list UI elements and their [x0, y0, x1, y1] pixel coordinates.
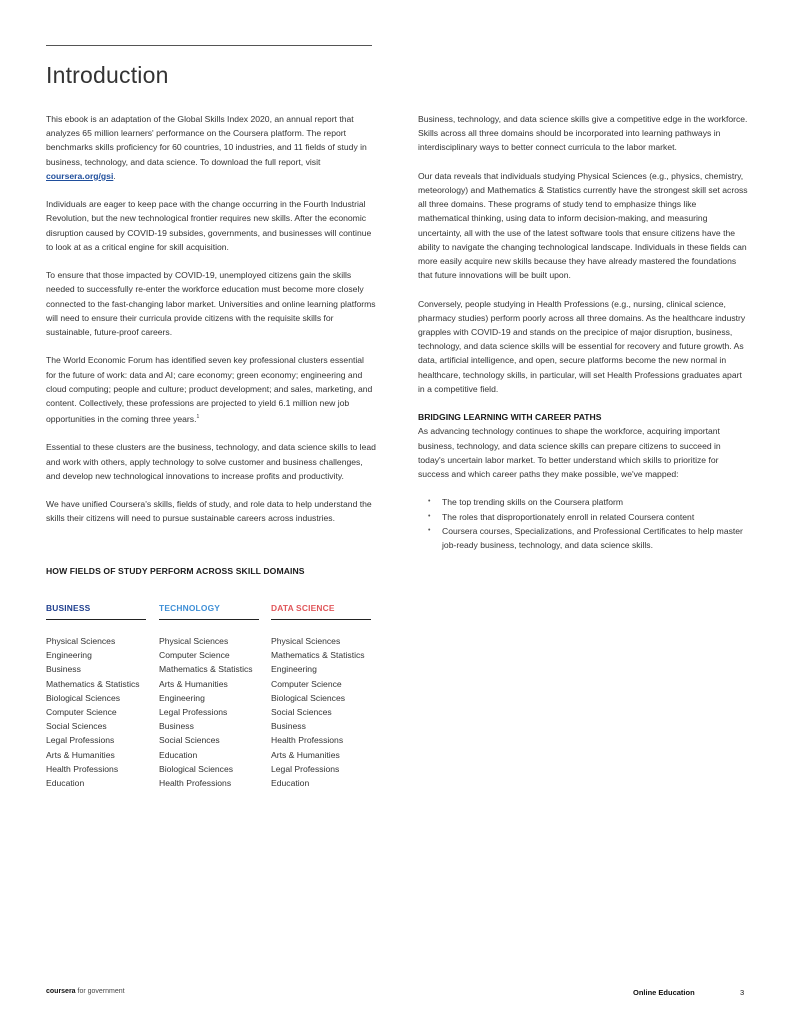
list-item: • Coursera courses, Specializations, and Professional Certificates to help master job-ready business, technology, and data science skills.	[428, 524, 748, 552]
intro-paragraph-4	[46, 353, 376, 426]
table-cell: Biological Sciences	[46, 692, 121, 703]
footer-section-title: Online Education	[633, 988, 695, 997]
data-science-list	[271, 634, 371, 790]
table-cell: Physical Sciences	[159, 636, 229, 646]
table-cell: Arts & Humanities	[46, 749, 115, 760]
table-cell: Social Sciences	[271, 707, 332, 718]
table-cell: Education	[271, 778, 310, 789]
intro-paragraph-2: Individuals are eager to keep pace with the change occurring in the Fourth Industrial Revolution, but the new technological frontier requires new skills. After the economic disruption caused by COVID-19 subsides, governments, and businesses will continue to look at as a critical engine for skill acquisition.	[46, 199, 372, 252]
table-cell: Physical Sciences	[271, 636, 341, 646]
table-cell: Legal Professions	[271, 763, 340, 774]
list-item: • The roles that disproportionately enroll in related Coursera content	[428, 510, 748, 524]
right-paragraph-1: Business, technology, and data science skills give a competitive edge in the workforce. Skills across all three domains should be incorporated into learning pathways in interdisciplinary ways to better connect curricula to the labor market.	[418, 114, 748, 153]
intro-paragraph-3: To ensure that those impacted by COVID-19, unemployed citizens gain the skills needed to successfully re-enter the workforce education must become more closely connected to the fast-changing labor market. Universities and online learning platforms will need to ensure their curricula provide citizens with the requisite skills for sustainable, future-proof careers.	[46, 270, 376, 338]
table-cell: Health Professions	[159, 778, 232, 789]
table-cell: Computer Science	[159, 650, 230, 661]
left-column	[46, 112, 376, 540]
table-cell: Arts & Humanities	[271, 749, 340, 760]
table-cell: Health Professions	[46, 763, 119, 774]
mapped-items-list	[418, 495, 748, 552]
business-list	[46, 634, 146, 790]
business-column	[46, 603, 146, 790]
table-cell: Computer Science	[271, 678, 342, 689]
right-paragraph-2: Our data reveals that individuals studying Physical Sciences (e.g., physics, chemistry, meteorology) and Mathematics & Statistics currently have the strongest skill set across all three domains. These programs of study tend to emphasize things like mathematical thinking, using data to inform decision-making, and measuring uncertainty, all with the use of the latest software tools that ensure citizens have the ability to navigate the changing technological landscape. Individuals in these fields can more easily acquire new skills because they have already mastered the foundations that future innovations will be built upon.	[418, 170, 748, 281]
right-column	[418, 112, 748, 552]
table-cell: Legal Professions	[159, 707, 228, 718]
table-cell: Physical Sciences	[46, 636, 116, 646]
business-header: BUSINESS	[46, 603, 146, 620]
technology-header: TECHNOLOGY	[159, 603, 259, 620]
table-cell: Social Sciences	[159, 735, 220, 746]
table-cell: Engineering	[159, 692, 205, 703]
fields-of-study-heading: HOW FIELDS OF STUDY PERFORM ACROSS SKILL DOMAINS	[46, 566, 305, 576]
career-paths-heading: BRIDGING LEARNING WITH CAREER PATHS	[418, 412, 602, 423]
coursera-logo: coursera	[46, 988, 76, 995]
table-cell: Biological Sciences	[271, 692, 346, 703]
footnote-marker: 1	[196, 414, 200, 421]
right-paragraph-4: As advancing technology continues to shape the workforce, acquiring important business, technology, and data science skills can prepare citizens to succeed in today's uncertain labor market. To better understand which skills to prioritize for success and which career paths they make possible, we've mapped:	[418, 426, 721, 480]
data-science-column	[271, 603, 371, 790]
table-cell: Business	[159, 721, 194, 732]
logo-suffix: for government	[77, 988, 125, 995]
right-paragraph-3: Conversely, people studying in Health Professions (e.g., nursing, clinical science, pharmacy studies) perform poorly across all three domains. As the healthcare industry grapples with COVID-19 and stands on the precipice of major disruption, business, technology, and data science skills will be essential for recovery and future growth. As data, artificial intelligence, and open, secure platforms become the new normal in healthcare, technology skills, in particular, will set Health Professions graduates apart in a competitive field.	[418, 298, 746, 394]
intro-paragraph-1-end: .	[113, 170, 116, 181]
table-cell: Business	[271, 721, 306, 732]
page-number: 3	[740, 988, 745, 997]
table-cell: Engineering	[46, 650, 92, 661]
intro-paragraph-4-text: The World Economic Forum has identified seven key professional clusters essential for the future of work: data and AI; care economy; green economy; engineering and cloud computing; people and culture; product development; and sales, marketing, and content. Collectively, these professions are projected to yield 6.1 million new job opportunities in the coming three years.	[46, 355, 373, 425]
table-cell: Arts & Humanities	[159, 678, 228, 689]
table-cell: Education	[46, 778, 85, 789]
table-cell: Mathematics & Statistics	[46, 678, 140, 689]
table-cell: Legal Professions	[46, 735, 115, 746]
table-cell: Health Professions	[271, 735, 344, 746]
table-cell: Business	[46, 664, 81, 675]
top-rule	[46, 45, 372, 46]
table-cell: Social Sciences	[46, 721, 107, 732]
intro-paragraph-6: We have unified Coursera's skills, fields of study, and role data to help understand the skills their citizens will need to pursue sustainable careers across industries.	[46, 499, 372, 524]
intro-paragraph-1	[46, 112, 376, 183]
technology-column	[159, 603, 259, 790]
technology-list	[159, 634, 259, 790]
intro-paragraph-5: Essential to these clusters are the business, technology, and data science skills to lead and work with others, apply technology to solve customer and business challenges, and develop new technological innovations to increase profits and productivity.	[46, 442, 376, 481]
table-cell: Engineering	[271, 664, 317, 675]
footer-logo	[46, 988, 125, 995]
page-title: Introduction	[46, 62, 169, 88]
intro-paragraph-1-text: This ebook is an adaptation of the Global Skills Index 2020, an annual report that analyzes 65 million learners' performance on the Coursera platform. The report benchmarks skills proficiency for 60 countries, 10 industries, and 11 fields of study in business, technology, and data science. To download the full report, visit	[46, 114, 367, 167]
table-cell: Education	[159, 749, 198, 760]
table-cell: Computer Science	[46, 707, 117, 718]
table-cell: Mathematics & Statistics	[159, 664, 253, 675]
list-item: • The top trending skills on the Coursera platform	[428, 495, 748, 509]
gsi-report-link[interactable]: coursera.org/gsi	[46, 170, 114, 181]
data-science-header: DATA SCIENCE	[271, 603, 371, 620]
table-cell: Biological Sciences	[159, 763, 234, 774]
table-cell: Mathematics & Statistics	[271, 650, 365, 661]
